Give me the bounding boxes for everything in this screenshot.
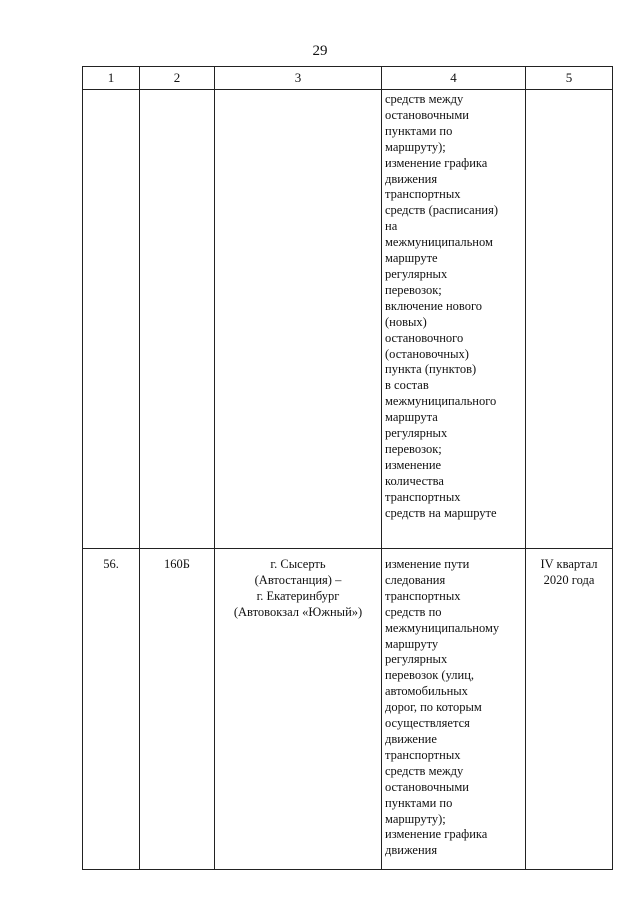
text-line: остановочными	[385, 107, 469, 122]
header-col-5: 5	[526, 67, 613, 90]
text-line: транспортных	[385, 489, 461, 504]
text-line: в состав	[385, 378, 429, 393]
cell-row-number: 56.	[83, 549, 140, 870]
deadline-line: 2020 года	[543, 572, 595, 587]
text-line: маршруту	[385, 636, 439, 651]
cell-route-empty	[215, 90, 382, 549]
text-line: включение нового	[385, 298, 483, 313]
text-line: маршруте	[385, 251, 438, 266]
cell-changes-continued	[382, 90, 526, 549]
header-col-4: 4	[382, 67, 526, 90]
route-line: г. Екатеринбург	[256, 588, 340, 603]
text-line: пунктами по	[385, 795, 453, 810]
text-line: пункта (пунктов)	[385, 362, 477, 377]
header-col-3: 3	[215, 67, 382, 90]
cell-deadline-empty	[526, 90, 613, 549]
text-line: средств между	[385, 92, 464, 106]
cell-route-name	[215, 549, 382, 870]
text-line: регулярных	[385, 266, 448, 281]
text-line: движения	[385, 843, 438, 858]
text-line: движение	[385, 731, 437, 746]
text-line: транспортных	[385, 187, 461, 202]
header-col-1: 1	[83, 67, 140, 90]
text-line: автомобильных	[385, 684, 468, 699]
text-line: транспортных	[385, 588, 461, 603]
text-line: межмуниципальном	[385, 235, 493, 250]
table-header-row	[83, 67, 613, 90]
text-line: пунктами по	[385, 123, 453, 138]
text-line: остановочного	[385, 330, 464, 345]
text-line: средств по	[385, 604, 442, 619]
deadline-line: IV квартал	[540, 557, 598, 571]
route-line: г. Сысерть	[270, 557, 326, 571]
text-line: регулярных	[385, 426, 448, 441]
text-line: маршруту);	[385, 811, 446, 826]
text-line: дорог, по которым	[385, 700, 482, 715]
text-line: следования	[385, 572, 446, 587]
cell-deadline	[526, 549, 613, 870]
text-line: изменение графика	[385, 827, 488, 842]
text-line: средств (расписания)	[385, 203, 499, 218]
text-line: маршрута	[385, 410, 438, 425]
text-line: маршруту);	[385, 139, 446, 154]
text-line: (новых)	[385, 314, 427, 329]
table-row-56	[83, 549, 613, 870]
text-line: на	[385, 219, 398, 234]
text-line: транспортных	[385, 747, 461, 762]
text-line: средств между	[385, 763, 464, 778]
text-line: остановочными	[385, 779, 469, 794]
text-line: перевозок;	[385, 441, 442, 456]
text-line: осуществляется	[385, 716, 470, 731]
text-line: изменение	[385, 457, 442, 472]
cell-changes	[382, 549, 526, 870]
header-col-2: 2	[140, 67, 215, 90]
text-line: (остановочных)	[385, 346, 469, 361]
text-line: перевозок;	[385, 282, 442, 297]
cell-route-number-empty	[140, 90, 215, 549]
text-line: изменение пути	[385, 557, 470, 571]
text-line: средств на маршруте	[385, 505, 497, 520]
route-line: (Автовокзал «Южный»)	[233, 604, 363, 619]
cell-route-number: 160Б	[140, 549, 215, 870]
route-line: (Автостанция) –	[254, 572, 342, 587]
changes-table	[82, 66, 613, 870]
text-line: перевозок (улиц,	[385, 668, 475, 683]
text-line: межмуниципальному	[385, 620, 500, 635]
text-line: изменение графика	[385, 155, 488, 170]
text-line: движения	[385, 171, 438, 186]
cell-number-empty	[83, 90, 140, 549]
text-line: количества	[385, 473, 444, 488]
page-number: 29	[312, 43, 328, 59]
table-row-continued	[83, 90, 613, 549]
text-line: регулярных	[385, 652, 448, 667]
text-line: межмуниципального	[385, 394, 497, 409]
